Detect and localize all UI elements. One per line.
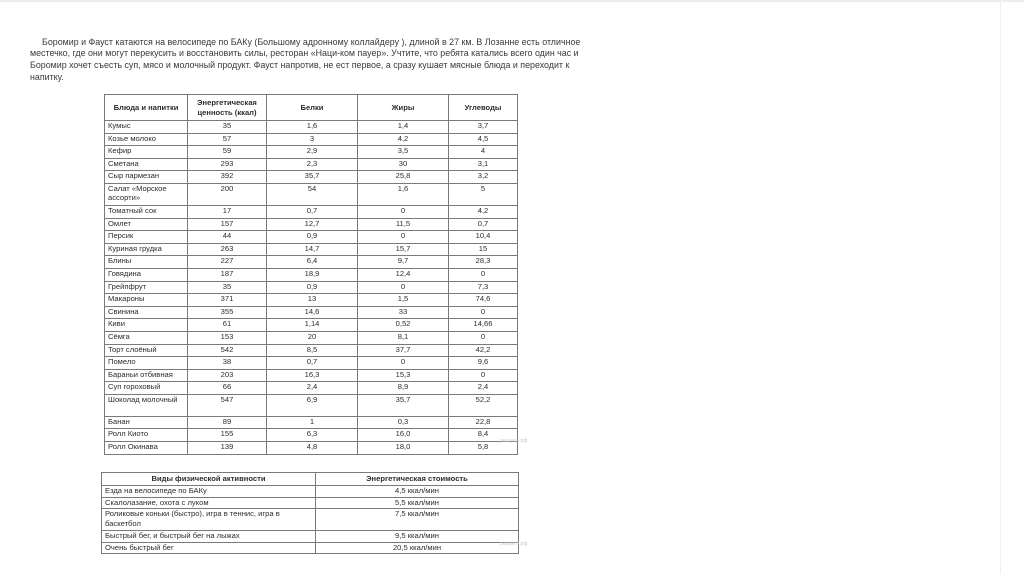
table-row [105,183,518,205]
value-cell: 1,5 [358,294,449,307]
dish-name-cell: Бараньи отбивная [105,369,188,382]
value-cell: 6,3 [267,429,358,442]
header-protein: Белки [267,95,358,121]
dish-name-cell: Персик [105,231,188,244]
energy-cost-cell: 9,5 ккал/мин [316,531,519,543]
dish-name-cell: Свинина [105,306,188,319]
value-cell: 1,6 [267,121,358,134]
value-cell: 371 [188,294,267,307]
top-border [0,0,1024,2]
dish-name-cell: Сёмга [105,331,188,344]
value-cell: 542 [188,344,267,357]
table-row [105,416,518,429]
value-cell: 7,3 [449,281,518,294]
value-cell: 42,2 [449,344,518,357]
value-cell: 0 [358,281,449,294]
activity-cell: Очень быстрый бег [102,542,316,554]
value-cell: 59 [188,146,267,159]
value-cell: 3,5 [358,146,449,159]
value-cell: 139 [188,442,267,455]
value-cell: 44 [188,231,267,244]
value-cell: 18,0 [358,442,449,455]
right-divider [1000,0,1001,574]
value-cell: 0 [449,331,518,344]
value-cell: 0 [358,231,449,244]
activity-cell: Быстрый бег, и быстрый бег на лыжах [102,531,316,543]
value-cell: 3,1 [449,158,518,171]
value-cell: 10,4 [449,231,518,244]
value-cell: 4,2 [449,205,518,218]
value-cell: 0 [358,205,449,218]
table-row [105,146,518,159]
dish-name-cell: Банан [105,416,188,429]
dish-name-cell: Шоколад молочный [105,394,188,416]
table-row [105,243,518,256]
value-cell: 14,66 [449,319,518,332]
table-row [102,531,519,543]
value-cell: 0,3 [358,416,449,429]
value-cell: 89 [188,416,267,429]
table-row [105,121,518,134]
dish-name-cell: Блины [105,256,188,269]
value-cell: 392 [188,171,267,184]
value-cell: 5,8 [449,442,518,455]
value-cell: 4,5 [449,133,518,146]
header-energy-cost: Энергетическая стоимость [316,473,519,486]
value-cell: 4,8 [267,442,358,455]
header-carbs: Углеводы [449,95,518,121]
table-row [105,231,518,244]
value-cell: 0 [449,306,518,319]
value-cell: 38 [188,357,267,370]
value-cell: 30 [358,158,449,171]
value-cell: 3 [267,133,358,146]
value-cell: 15,3 [358,369,449,382]
table-row [105,369,518,382]
table-row [105,319,518,332]
value-cell: 12,4 [358,268,449,281]
value-cell: 2,3 [267,158,358,171]
value-cell: 14,7 [267,243,358,256]
table-row [105,205,518,218]
dish-name-cell: Кефир [105,146,188,159]
value-cell: 1,4 [358,121,449,134]
value-cell: 9,6 [449,357,518,370]
dish-name-cell: Томатный сок [105,205,188,218]
table-row [105,171,518,184]
energy-cost-cell: 7,5 ккал/мин [316,509,519,531]
table-row [105,429,518,442]
activity-cell: Скалолазание, охота с луком [102,497,316,509]
value-cell: 8,5 [267,344,358,357]
value-cell: 25,8 [358,171,449,184]
dish-name-cell: Торт слоёный [105,344,188,357]
value-cell: 8,1 [358,331,449,344]
dish-name-cell: Помело [105,357,188,370]
value-cell: 0,7 [267,357,358,370]
table-row [105,382,518,395]
value-cell: 1 [267,416,358,429]
value-cell: 200 [188,183,267,205]
value-cell: 14,6 [267,306,358,319]
table-row [105,256,518,269]
value-cell: 0 [358,357,449,370]
activity-table-body [102,486,519,554]
table-row [105,218,518,231]
value-cell: 66 [188,382,267,395]
dish-name-cell: Кумыс [105,121,188,134]
task-paragraph: Боромир и Фауст катаются на велосипеде по БАКу (Большому адронному коллайдеру ), длиной в 27 км. В Лозанне есть отличное местечко, где они могут перекусить и восстановить силы, ресторан «Наци-ком пауер». Учтите, что ребята катались всего один час и Боромир хочет съесть суп, мясо и молочный продукт. Фауст напротив, не ест первое, а сразу кушает мясные блюда и переходит к напитку. [30,36,581,82]
value-cell: 1,14 [267,319,358,332]
value-cell: 0,7 [449,218,518,231]
value-cell: 227 [188,256,267,269]
dish-name-cell: Омлет [105,218,188,231]
table-row [102,497,519,509]
activity-cell: Езда на велосипеде по БАКу [102,486,316,498]
value-cell: 35 [188,121,267,134]
table-row [105,133,518,146]
value-cell: 155 [188,429,267,442]
table-row [102,542,519,554]
value-cell: 18,9 [267,268,358,281]
dish-name-cell: Киви [105,319,188,332]
watermark: решуегэ.рф [500,541,528,547]
value-cell: 153 [188,331,267,344]
dish-name-cell: Сыр пармезан [105,171,188,184]
header-fat: Жиры [358,95,449,121]
dish-name-cell: Говядина [105,268,188,281]
value-cell: 6,9 [267,394,358,416]
value-cell: 8,4 [449,429,518,442]
value-cell: 20 [267,331,358,344]
dish-name-cell: Куриная грудка [105,243,188,256]
energy-cost-cell: 20,5 ккал/мин [316,542,519,554]
table-row [105,306,518,319]
table-row [102,486,519,498]
value-cell: 4,2 [358,133,449,146]
food-table [104,94,518,455]
watermark: решуегэ.рф [500,438,528,444]
dish-name-cell: Сметана [105,158,188,171]
dish-name-cell: Ролл Окинава [105,442,188,455]
value-cell: 2,4 [449,382,518,395]
value-cell: 8,9 [358,382,449,395]
dish-name-cell: Грейпфрут [105,281,188,294]
value-cell: 4 [449,146,518,159]
header-energy: Энергетическая ценность (ккал) [188,95,267,121]
dish-name-cell: Ролл Киото [105,429,188,442]
value-cell: 3,2 [449,171,518,184]
value-cell: 0 [449,369,518,382]
value-cell: 0,52 [358,319,449,332]
table-row [105,268,518,281]
value-cell: 1,6 [358,183,449,205]
value-cell: 11,5 [358,218,449,231]
value-cell: 57 [188,133,267,146]
dish-name-cell: Макароны [105,294,188,307]
value-cell: 35,7 [267,171,358,184]
value-cell: 15 [449,243,518,256]
activity-cell: Роликовые коньки (быстро), игра в теннис, игра в баскетбол [102,509,316,531]
value-cell: 74,6 [449,294,518,307]
table-row [105,394,518,416]
value-cell: 187 [188,268,267,281]
value-cell: 0,9 [267,231,358,244]
value-cell: 547 [188,394,267,416]
value-cell: 35 [188,281,267,294]
value-cell: 0,7 [267,205,358,218]
value-cell: 203 [188,369,267,382]
value-cell: 35,7 [358,394,449,416]
activity-table [101,472,519,554]
table-row [105,158,518,171]
value-cell: 0 [449,268,518,281]
value-cell: 15,7 [358,243,449,256]
value-cell: 355 [188,306,267,319]
value-cell: 16,0 [358,429,449,442]
value-cell: 2,9 [267,146,358,159]
value-cell: 54 [267,183,358,205]
value-cell: 52,2 [449,394,518,416]
value-cell: 22,8 [449,416,518,429]
dish-name-cell: Салат «Морское ассорти» [105,183,188,205]
value-cell: 16,3 [267,369,358,382]
table-row [105,294,518,307]
value-cell: 28,3 [449,256,518,269]
value-cell: 157 [188,218,267,231]
header-activity: Виды физической активности [102,473,316,486]
value-cell: 5 [449,183,518,205]
table-row [105,357,518,370]
value-cell: 293 [188,158,267,171]
value-cell: 37,7 [358,344,449,357]
value-cell: 263 [188,243,267,256]
value-cell: 3,7 [449,121,518,134]
value-cell: 61 [188,319,267,332]
value-cell: 2,4 [267,382,358,395]
value-cell: 9,7 [358,256,449,269]
dish-name-cell: Козье молоко [105,133,188,146]
energy-cost-cell: 5,5 ккал/мин [316,497,519,509]
header-dish: Блюда и напитки [105,95,188,121]
value-cell: 0,9 [267,281,358,294]
table-row [105,281,518,294]
value-cell: 13 [267,294,358,307]
energy-cost-cell: 4,5 ккал/мин [316,486,519,498]
value-cell: 33 [358,306,449,319]
value-cell: 12,7 [267,218,358,231]
table-row [105,331,518,344]
food-table-body [105,121,518,455]
table-row [102,509,519,531]
table-row [105,344,518,357]
value-cell: 6,4 [267,256,358,269]
value-cell: 17 [188,205,267,218]
table-row [105,442,518,455]
dish-name-cell: Суп гороховый [105,382,188,395]
